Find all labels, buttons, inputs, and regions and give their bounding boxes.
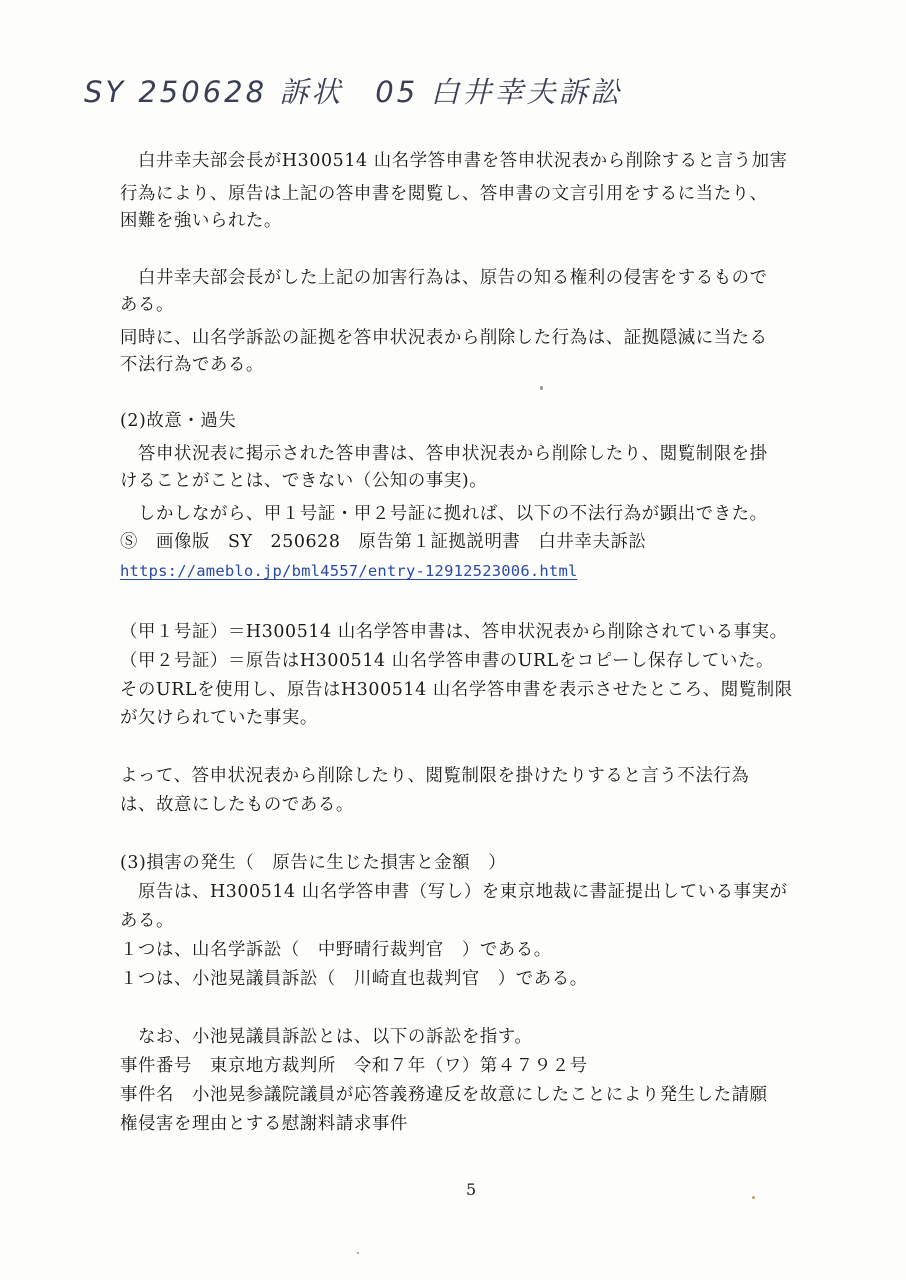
evidence-reference: Ⓢ 画像版 SY 250628 原告第１証拠説明書 白井幸夫訴訟 [120, 532, 647, 552]
section-heading-damages: (3)損害の発生（ 原告に生じた損害と金額 ） [120, 853, 507, 873]
body-line: １つは、山名学訴訟（ 中野晴行裁判官 ）である。 [120, 940, 552, 960]
scan-speck [357, 1252, 359, 1254]
page-number: 5 [466, 1180, 477, 1199]
section-heading-intent: (2)故意・過失 [120, 411, 237, 431]
body-line: 行為により、原告は上記の答申書を閲覧し、答申書の文言引用をするに当たり、 [120, 184, 768, 204]
body-line: 答申状況表に掲示された答申書は、答申状況表から削除したり、閲覧制限を掛 [120, 444, 768, 464]
body-line: なお、小池晃議員訴訟とは、以下の訴訟を指す。 [120, 1027, 533, 1047]
case-number-line: 事件番号 東京地方裁判所 令和７年（ワ）第４７９２号 [120, 1056, 588, 1076]
body-line: ある。 [120, 295, 174, 315]
body-line: 白井幸夫部会長がH300514 山名学答申書を答申状況表から削除すると言う加害 [120, 151, 788, 171]
handwritten-header-note: SY 250628 訴状 05 白井幸夫訴訟 [84, 75, 623, 109]
body-line: 権侵害を理由とする慰謝料請求事件 [120, 1114, 408, 1134]
body-line: けることがことは、できない（公知の事実)。 [120, 471, 488, 491]
body-line: そのURLを使用し、原告はH300514 山名学答申書を表示させたところ、閲覧制限 [120, 680, 793, 700]
body-line: 同時に、山名学訴訟の証拠を答申状況表から削除した行為は、証拠隠滅に当たる [120, 328, 768, 348]
scan-speck [752, 1196, 755, 1199]
body-line: よって、答申状況表から削除したり、閲覧制限を掛けたりすると言う不法行為 [120, 766, 750, 786]
body-line: 原告は、H300514 山名学答申書（写し）を東京地裁に書証提出している事実が [120, 882, 788, 902]
body-line: 白井幸夫部会長がした上記の加害行為は、原告の知る権利の侵害をするもので [120, 268, 768, 288]
body-line: 不法行為である。 [120, 355, 264, 375]
body-line: （甲２号証）＝原告はH300514 山名学答申書のURLをコピーし保存していた。 [120, 651, 775, 671]
body-line: は、故意にしたものである。 [120, 795, 354, 815]
case-name-line: 事件名 小池晃参議院議員が応答義務違反を故意にしたことにより発生した請願 [120, 1085, 768, 1105]
body-line: １つは、小池晃議員訴訟（ 川崎直也裁判官 ）である。 [120, 969, 588, 989]
scan-speck [540, 386, 543, 390]
body-line: が欠けられていた事実。 [120, 708, 318, 728]
body-line: （甲１号証）＝H300514 山名学答申書は、答申状況表から削除されている事実。 [120, 622, 788, 642]
body-line: ある。 [120, 911, 174, 931]
body-line: 困難を強いられた。 [120, 211, 282, 231]
evidence-url-link[interactable]: https://ameblo.jp/bml4557/entry-12912523006.html [120, 562, 578, 580]
body-line: しかしながら、甲１号証・甲２号証に拠れば、以下の不法行為が顕出できた。 [120, 504, 768, 524]
